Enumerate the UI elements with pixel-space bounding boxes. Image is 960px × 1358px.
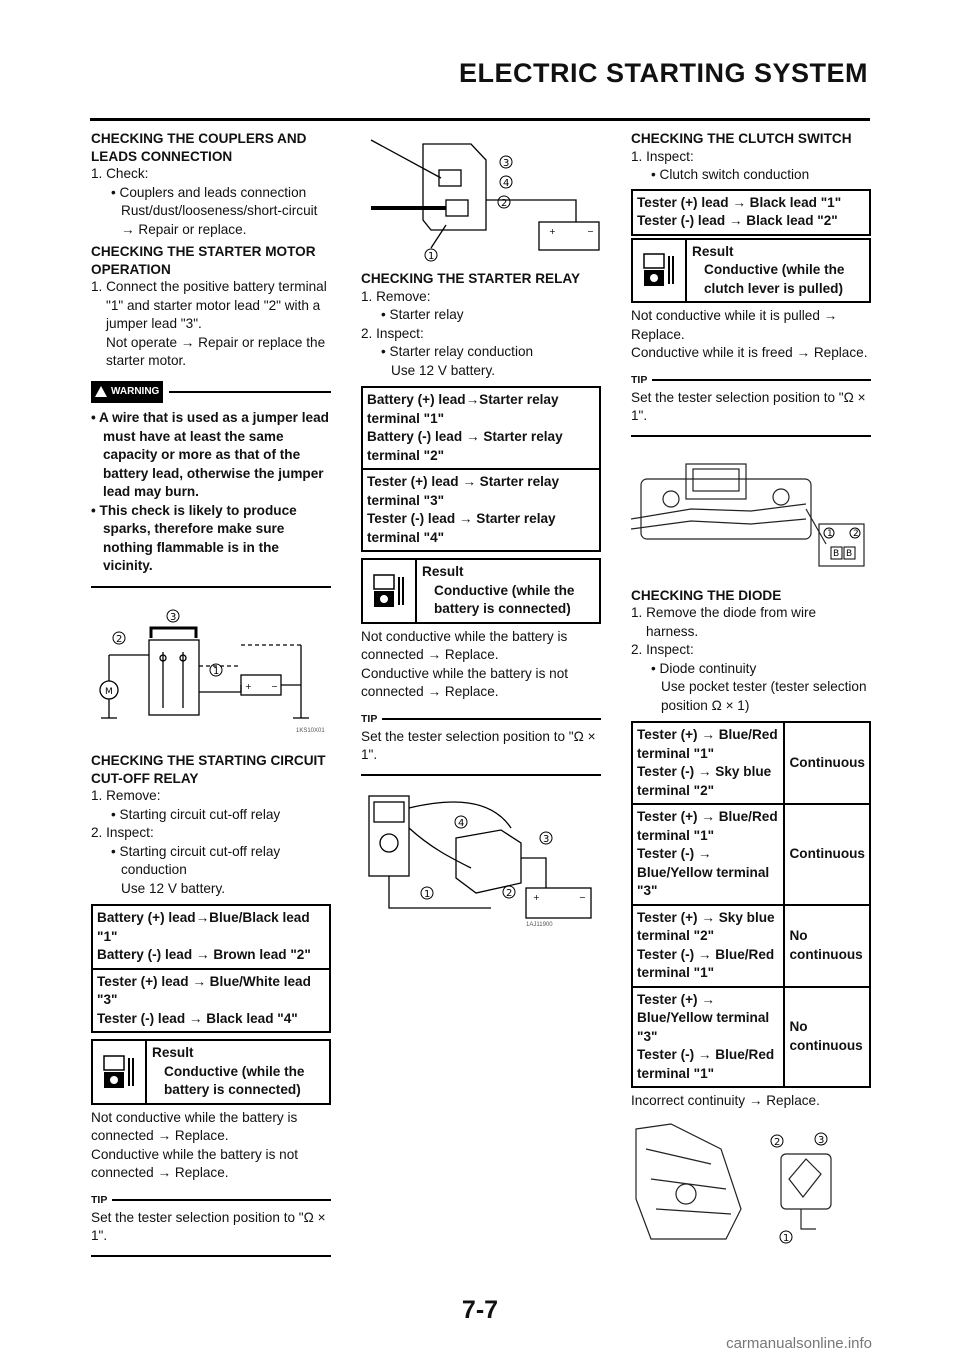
bullet: • Starting circuit cut-off relay: [111, 806, 281, 822]
section-title-couplers: CHECKING THE COUPLERS AND LEADS CONNECTION: [91, 131, 307, 164]
tester-icon: [363, 560, 417, 622]
svg-text:1: 1: [428, 251, 435, 262]
table-cell: Battery (+) lead→Starter relay terminal "1" Battery (-) lead → Starter relay terminal "2": [362, 387, 600, 469]
tip-box: TIP Set the tester selection position to "Ω × 1".: [631, 371, 871, 438]
diode-table: [631, 721, 871, 1088]
svg-text:2: 2: [501, 198, 508, 209]
bullet-detail: → Repair or replace.: [121, 221, 247, 237]
starter-relay-jumper-diagram: [361, 130, 601, 270]
svg-text:4: 4: [503, 178, 510, 189]
bullet: • Diode continuity: [651, 660, 757, 676]
clutch-switch-photo: [631, 449, 871, 575]
section-title-clutch-switch: CHECKING THE CLUTCH SWITCH: [631, 131, 852, 146]
tip-box: TIP Set the tester selection position to "Ω × 1".: [91, 1191, 331, 1258]
step: 2. Inspect:: [361, 325, 424, 341]
bullet-detail: Rust/dust/looseness/short-circuit: [121, 203, 318, 218]
step-detail: Not operate → Repair or replace the starter motor.: [106, 334, 326, 368]
table-cell: Tester (+) lead → Starter relay terminal "3" Tester (-) lead → Starter relay terminal "4": [362, 469, 600, 551]
header-rule: [90, 118, 870, 121]
svg-text:+: +: [533, 893, 540, 902]
section-title-diode: CHECKING THE DIODE: [631, 587, 782, 603]
diode-photo: [631, 1119, 871, 1250]
warning-badge: WARNING: [91, 381, 163, 404]
starter-relay-table: [361, 386, 601, 552]
svg-text:4: 4: [458, 818, 465, 829]
step: 1. Check:: [91, 166, 149, 181]
result-box: Result Conductive (while the clutch lever is pulled): [631, 238, 871, 304]
table-cell: Tester (+) lead → Black lead "1" Tester (-) lead → Black lead "2": [632, 190, 870, 235]
svg-text:−: −: [271, 681, 278, 691]
step: 1. Remove the diode from wire harness.: [631, 605, 817, 639]
table-cell: Tester (+) lead → Blue/White lead "3" Tester (-) lead → Black lead "4": [92, 969, 330, 1033]
page-title: ELECTRIC STARTING SYSTEM: [458, 58, 868, 88]
table-row: Tester (+) → Blue/Yellow terminal "3" Tester (-) → Blue/Red terminal "1" No continuous: [632, 987, 870, 1088]
result-box: Result Conductive (while the battery is connected): [361, 558, 601, 624]
starter-relay-tester-diagram: [361, 788, 601, 934]
result-box: Result Conductive (while the battery is connected): [91, 1039, 331, 1105]
svg-text:1: 1: [213, 665, 220, 677]
section-title-cutoff-relay: CHECKING THE STARTING CIRCUIT CUT-OFF RELAY: [91, 753, 326, 786]
paragraph: Not conductive while the battery is connected → Replace.: [361, 628, 568, 662]
bullet: • Couplers and leads connection: [111, 184, 307, 200]
svg-text:1: 1: [827, 529, 833, 539]
table-row: Tester (+) → Blue/Red terminal "1" Tester (-) → Blue/Yellow terminal "3" Continuous: [632, 804, 870, 905]
svg-text:3: 3: [170, 611, 177, 623]
watermark: carmanualsonline.info: [726, 1335, 872, 1352]
tester-icon: [93, 1041, 147, 1103]
svg-text:+: +: [549, 227, 556, 236]
paragraph: Conductive while it is freed → Replace.: [631, 345, 868, 360]
svg-text:1: 1: [424, 889, 431, 900]
table-row: Tester (+) → Sky blue terminal "2" Tester (-) → Blue/Red terminal "1" No continuous: [632, 905, 870, 987]
section-title-starter-motor: CHECKING THE STARTER MOTOR OPERATION: [91, 244, 316, 277]
table-cell: Battery (+) lead→Blue/Black lead "1" Battery (-) lead → Brown lead "2": [92, 905, 330, 969]
paragraph: Conductive while the battery is not connected → Replace.: [91, 1146, 299, 1180]
bullet: • Starting circuit cut-off relay conduction: [111, 843, 281, 877]
svg-text:3: 3: [543, 834, 550, 845]
paragraph: Incorrect continuity → Replace.: [631, 1093, 820, 1108]
bullet: • Starter relay: [381, 307, 464, 322]
svg-text:1AJ11900: 1AJ11900: [526, 922, 553, 928]
bullet-detail: Use pocket tester (tester selection position Ω × 1): [661, 679, 867, 713]
svg-text:3: 3: [818, 1134, 825, 1146]
paragraph: Conductive while the battery is not connected → Replace.: [361, 665, 569, 699]
svg-text:B: B: [833, 549, 840, 559]
tip-box: TIP Set the tester selection position to "Ω × 1".: [361, 710, 601, 777]
step: 1. Connect the positive battery terminal "1" and starter motor lead "2" with a jumper lead "3".: [91, 279, 327, 331]
svg-text:B: B: [846, 549, 853, 559]
step: 1. Inspect:: [631, 148, 694, 164]
warning-item: • A wire that is used as a jumper lead must have at least the same capacity or more as that of the battery lead, otherwise the jumper lead may burn.: [91, 410, 329, 499]
bullet: • Starter relay conduction: [381, 344, 534, 359]
step: 1. Remove:: [91, 788, 161, 803]
svg-text:1: 1: [783, 1232, 790, 1244]
warning-box: [91, 381, 331, 588]
bullet-detail: Use 12 V battery.: [121, 880, 226, 896]
svg-text:1KS10X01: 1KS10X01: [296, 727, 325, 734]
section-title-starter-relay: CHECKING THE STARTER RELAY: [361, 271, 581, 286]
column-1: [91, 130, 331, 1257]
page-number: 7-7: [461, 1296, 499, 1324]
svg-text:2: 2: [506, 888, 513, 899]
clutch-switch-table: [631, 189, 871, 236]
svg-text:−: −: [579, 893, 586, 902]
column-3: [631, 130, 871, 1261]
cutoff-relay-table: [91, 904, 331, 1033]
paragraph: Not conductive while the battery is connected → Replace.: [91, 1109, 298, 1143]
svg-text:2: 2: [774, 1136, 781, 1148]
step: 2. Inspect:: [631, 642, 694, 657]
step: 1. Remove:: [361, 288, 431, 304]
warning-icon: [95, 386, 107, 397]
column-2: [361, 130, 601, 946]
svg-text:2: 2: [116, 633, 123, 645]
tester-icon: [633, 240, 687, 302]
bullet: • Clutch switch conduction: [651, 167, 810, 182]
step: 2. Inspect:: [91, 825, 154, 840]
bullet-detail: Use 12 V battery.: [391, 362, 496, 378]
svg-text:3: 3: [503, 158, 510, 169]
svg-text:2: 2: [853, 529, 859, 539]
paragraph: Not conductive while it is pulled → Replace.: [631, 308, 838, 342]
warning-item: • This check is likely to produce sparks, therefore make sure nothing flammable is in the vicinity.: [91, 502, 297, 573]
svg-text:+: +: [245, 681, 252, 691]
starter-motor-diagram: [91, 600, 331, 741]
svg-text:M: M: [105, 686, 113, 697]
table-row: Tester (+) → Blue/Red terminal "1" Tester (-) → Sky blue terminal "2" Continuous: [632, 722, 870, 804]
svg-text:−: −: [587, 227, 594, 236]
